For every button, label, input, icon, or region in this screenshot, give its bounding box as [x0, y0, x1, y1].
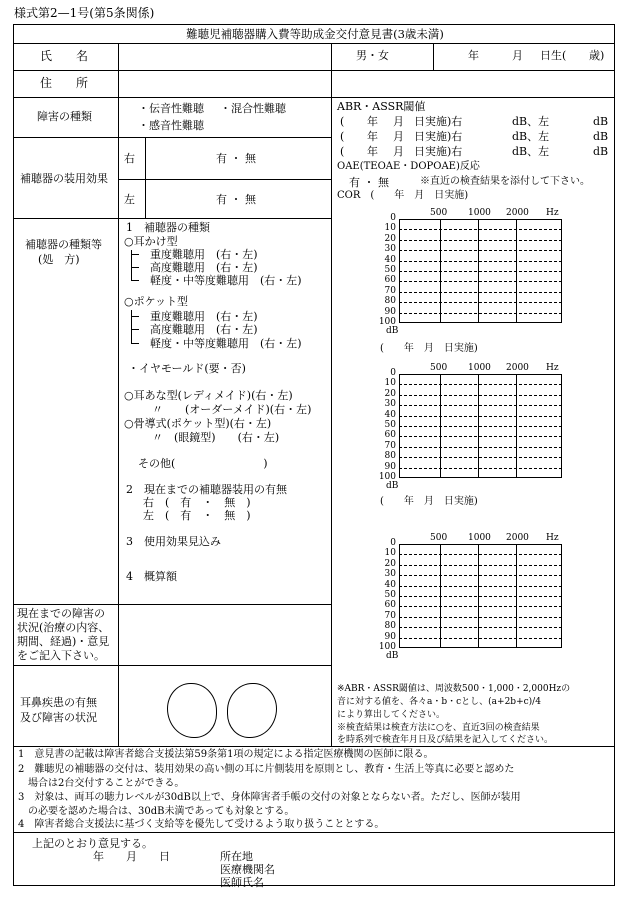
audiogram-level-label: 70 — [384, 440, 396, 451]
audiogram-freq-label: 1000 — [468, 533, 491, 543]
pocket-high[interactable]: 高度難聴用 (右・左) — [150, 323, 258, 336]
audiogram-level-label: 30 — [384, 569, 396, 580]
audiogram-level-label: 90 — [384, 461, 396, 472]
audiogram-level-line — [399, 457, 562, 458]
abr-note-2: 音に対する値を、各々a・b・cとし、(a+2b+c)/4 — [337, 697, 541, 707]
address-label: 住 所 — [40, 76, 89, 90]
audiogram-level-label: 40 — [384, 579, 396, 590]
bone-glasses[interactable]: 〃 (眼鏡型) (右・左) — [152, 431, 280, 444]
signature-address[interactable]: 所在地 — [220, 850, 253, 863]
audiogram-level-line — [399, 447, 562, 448]
abr-note-4: ※検査結果は検査方法に○を、直近3回の検査結果 — [337, 723, 540, 733]
ear-hang-severe[interactable]: 重度難聴用 (右・左) — [150, 248, 258, 261]
audiogram-unit: dB — [386, 326, 399, 336]
audiogram-level-line — [399, 405, 562, 406]
birth-year: 年 — [468, 49, 479, 62]
audiogram-level-line — [399, 384, 562, 385]
pocket-severe[interactable]: 重度難聴用 (右・左) — [150, 310, 258, 323]
effect-left-label: 左 — [124, 193, 135, 206]
disability-mixed[interactable]: ・混合性難聴 — [220, 102, 286, 115]
abr-row-3-open: ( — [340, 145, 345, 158]
audiogram-level-line — [399, 617, 562, 618]
divider — [433, 43, 434, 70]
audiogram-level-label: 40 — [384, 409, 396, 420]
divider — [13, 746, 615, 747]
signature-doctor[interactable]: 医師氏名 — [220, 876, 264, 889]
bracket-tick — [131, 329, 139, 330]
oae-note: ※直近の検査結果を添付して下さい。 — [420, 176, 590, 187]
divider — [13, 665, 331, 666]
audiogram-level-label: 70 — [384, 610, 396, 621]
audiogram-level-label: 30 — [384, 399, 396, 410]
audiogram-level-line — [399, 627, 562, 628]
note-2a: 2 難聴児の補聴器の交付は、装用効果の高い側の耳に片側装用を原則とし、教育・生活上等真に必要と認めた — [18, 764, 515, 775]
audiogram-level-line — [399, 606, 562, 607]
bracket-tick — [131, 316, 139, 317]
audiogram-level-line — [399, 416, 562, 417]
prescription-label: (処 方) — [38, 253, 80, 266]
pocket-mild[interactable]: 軽度・中等度難聴用 (右・左) — [150, 337, 302, 350]
audiogram-freq-label: 2000 — [506, 533, 529, 543]
history-line-3: 期間、経過)・意見 — [17, 635, 110, 648]
audiogram-level-label: 60 — [384, 430, 396, 441]
audiogram-level-line — [399, 468, 562, 469]
divider — [13, 137, 331, 138]
audiogram-level-line — [399, 292, 562, 293]
ear-hole-ready[interactable]: ○耳あな型(レディメイド)(右・左) — [124, 389, 293, 402]
ear-hang-high[interactable]: 高度難聴用 (右・左) — [150, 261, 258, 274]
audiogram-freq-label: Hz — [546, 363, 559, 373]
bracket-tick — [131, 267, 139, 268]
divider — [118, 604, 119, 746]
audiogram-level-label: 70 — [384, 285, 396, 296]
signature-institution[interactable]: 医療機関名 — [220, 863, 275, 876]
abr-row-1-day: 日実施)右 — [414, 115, 463, 128]
effect-label: 補聴器の装用効果 — [20, 172, 108, 185]
bone-pocket[interactable]: ○骨導式(ポケット型)(右・左) — [124, 417, 272, 430]
usage-history-heading: 2 現在までの補聴器装用の有無 — [126, 483, 287, 496]
audiogram-level-label: 0 — [390, 368, 396, 378]
estimated-cost-heading: 4 概算額 — [126, 570, 177, 583]
birth-month: 月 — [512, 49, 523, 62]
audiogram-freq-label: 1000 — [468, 363, 491, 373]
bracket — [131, 310, 132, 343]
abr-note-3: により算出してください。 — [337, 710, 446, 720]
audiogram-freq-label: Hz — [546, 533, 559, 543]
audiogram-level-line — [399, 596, 562, 597]
audiogram-level-label: 60 — [384, 600, 396, 611]
right-ear-drawing — [167, 683, 217, 738]
aid-other[interactable]: その他( ) — [138, 457, 268, 470]
divider — [118, 179, 331, 180]
divider — [331, 43, 332, 746]
audiogram-level-line — [399, 638, 562, 639]
audiogram-level-label: 10 — [384, 223, 396, 234]
audiogram-level-label: 80 — [384, 621, 396, 632]
divider — [13, 218, 331, 219]
audiogram-level-label: 50 — [384, 420, 396, 430]
effect-right-value[interactable]: 有 ・ 無 — [216, 152, 256, 165]
audiogram-date[interactable]: ( 年 月 日実施) — [380, 496, 478, 507]
abr-row-3-db2: dB — [593, 145, 609, 158]
usage-history-right[interactable]: 右 ( 有 ・ 無 ) — [143, 496, 251, 509]
audiogram-level-line — [399, 575, 562, 576]
audiogram-unit: dB — [386, 651, 399, 661]
page-title: 難聴児補聴器購入費等助成金交付意見書(3歳未満) — [186, 27, 444, 41]
audiogram-level-label: 100 — [378, 642, 396, 652]
abr-row-3-db: dB、左 — [512, 145, 550, 158]
abr-row-3-year: 年 — [367, 145, 378, 158]
abr-row-1-open: ( — [340, 115, 345, 128]
bracket-tick — [131, 254, 139, 255]
abr-row-2-day: 日実施)右 — [414, 130, 463, 143]
bracket-tick — [131, 280, 139, 281]
hearing-aid-label: 補聴器の種類等 — [25, 238, 102, 251]
disability-conductive[interactable]: ・伝音性難聴 — [138, 102, 204, 115]
audiogram-freq-label: 500 — [430, 208, 448, 218]
audiogram-level-label: 40 — [384, 254, 396, 265]
audiogram-freq-label: 2000 — [506, 363, 529, 373]
expected-effect-heading: 3 使用効果見込み — [126, 535, 221, 548]
note-2b: 場合は2台交付することができる。 — [28, 778, 185, 789]
age: 歳) — [589, 49, 605, 62]
ear-hang-type[interactable]: ○耳かけ型 — [124, 235, 178, 248]
abr-row-2-db2: dB — [593, 130, 609, 143]
divider — [13, 43, 615, 44]
audiogram-level-line — [399, 261, 562, 262]
audiogram-level-label: 90 — [384, 631, 396, 642]
bracket-tick — [131, 343, 139, 344]
audiogram-level-line — [399, 250, 562, 251]
audiogram-level-label: 100 — [378, 317, 396, 327]
abr-note-1: ※ABR・ASSR閾値は、周波数500・1,000・2,000Hzの — [337, 684, 571, 694]
divider — [13, 70, 615, 71]
name-label: 氏 名 — [40, 49, 89, 63]
ear-mold[interactable]: ・イヤモールド(要・否) — [128, 362, 246, 375]
audiogram-level-line — [399, 271, 562, 272]
abr-row-1-db2: dB — [593, 115, 609, 128]
note-1: 1 意見書の記載は障害者総合支援法第59条第1項の規定による指定医療機関の医師に限る。 — [18, 749, 434, 760]
disability-label: 障害の種類 — [37, 110, 92, 123]
audiogram-level-label: 20 — [384, 233, 396, 244]
oae-value[interactable]: 有 ・ 無 — [349, 176, 389, 189]
audiogram-level-label: 0 — [390, 213, 396, 223]
divider — [145, 137, 146, 218]
history-line-1: 現在までの障害の — [17, 607, 105, 620]
abr-row-1-year: 年 — [367, 115, 378, 128]
audiogram-freq-label: 500 — [430, 533, 448, 543]
audiogram-unit: dB — [386, 481, 399, 491]
audiogram-level-line — [399, 554, 562, 555]
audiogram-level-line — [399, 586, 562, 587]
audiogram-freq-label: 2000 — [506, 208, 529, 218]
audiogram-level-line — [399, 395, 562, 396]
audiogram-level-label: 0 — [390, 538, 396, 548]
audiogram-level-line — [399, 229, 562, 230]
form-id: 様式第2—1号(第5条関係) — [14, 6, 155, 20]
audiogram-level-label: 30 — [384, 244, 396, 255]
audiogram-level-label: 100 — [378, 472, 396, 482]
divider — [118, 43, 119, 97]
audiogram-level-label: 50 — [384, 590, 396, 600]
audiogram-level-line — [399, 281, 562, 282]
audiogram-level-label: 80 — [384, 296, 396, 307]
birth-day: 日生( — [540, 49, 567, 62]
divider — [13, 97, 615, 98]
divider — [13, 604, 331, 605]
aid-type-heading: 1 補聴器の種類 — [126, 221, 210, 234]
abr-row-3-day: 日実施)右 — [414, 145, 463, 158]
audiogram-level-label: 50 — [384, 265, 396, 275]
divider — [118, 97, 119, 604]
abr-row-2-db: dB、左 — [512, 130, 550, 143]
oae-title: OAE(TEOAE・DOPOAE)反応 — [337, 161, 480, 172]
abr-row-2-month: 月 — [393, 130, 404, 143]
audiogram-freq-label: 500 — [430, 363, 448, 373]
audiogram-level-label: 20 — [384, 558, 396, 569]
audiogram-level-line — [399, 565, 562, 566]
pocket-type[interactable]: ○ポケット型 — [124, 295, 189, 308]
cor-title: COR ( 年 月 日実施) — [337, 190, 469, 201]
audiogram-level-line — [399, 240, 562, 241]
audiogram-level-label: 60 — [384, 275, 396, 286]
audiogram-level-line — [399, 302, 562, 303]
ear-hole-custom[interactable]: 〃 (オーダーメイド)(右・左) — [152, 403, 312, 416]
ear-hang-mild[interactable]: 軽度・中等度難聴用 (右・左) — [150, 274, 302, 287]
audiogram-freq-label: Hz — [546, 208, 559, 218]
audiogram-level-line — [399, 313, 562, 314]
audiogram-level-label: 90 — [384, 306, 396, 317]
signature-intro: 上記のとおり意見する。 — [32, 837, 153, 850]
audiogram-freq-label: 1000 — [468, 208, 491, 218]
audiogram-level-label: 80 — [384, 451, 396, 462]
audiogram-level-label: 10 — [384, 378, 396, 389]
ent-line-2: 及び障害の状況 — [20, 711, 97, 724]
audiogram-level-line — [399, 436, 562, 437]
sex-field[interactable]: 男・女 — [356, 49, 389, 62]
effect-left-value[interactable]: 有 ・ 無 — [216, 193, 256, 206]
audiogram-level-line — [399, 426, 562, 427]
usage-history-left[interactable]: 左 ( 有 ・ 無 ) — [143, 509, 251, 522]
history-line-2: 状況(治療の内容、 — [17, 621, 110, 634]
audiogram-date[interactable]: ( 年 月 日実施) — [380, 343, 478, 354]
ent-line-1: 耳鼻疾患の有無 — [20, 696, 97, 709]
note-4: 4 障害者総合支援法に基づく支給等を優先して受けるよう取り扱うこととする。 — [18, 819, 385, 830]
signature-date[interactable]: 年 月 日 — [93, 850, 170, 863]
note-3b: の必要を認めた場合は、30dB未満であっても対象とする。 — [28, 806, 295, 817]
abr-row-2-open: ( — [340, 130, 345, 143]
divider — [13, 832, 615, 833]
abr-note-5: を時系列で検査年月日及び結果を記入してください。 — [337, 735, 554, 745]
abr-row-1-db: dB、左 — [512, 115, 550, 128]
disability-sensorineural[interactable]: ・感音性難聴 — [138, 119, 204, 132]
history-line-4: をご記入下さい。 — [17, 649, 105, 662]
abr-title: ABR・ASSR閾値 — [337, 100, 426, 113]
abr-row-3-month: 月 — [393, 145, 404, 158]
note-3a: 3 対象は、両耳の聴力レベルが30dB以上で、身体障害者手帳の交付の対象とならない者。ただし、医師が装用 — [18, 792, 521, 803]
audiogram-level-label: 10 — [384, 548, 396, 559]
effect-right-label: 右 — [124, 152, 135, 165]
abr-row-1-month: 月 — [393, 115, 404, 128]
audiogram-level-label: 20 — [384, 388, 396, 399]
abr-row-2-year: 年 — [367, 130, 378, 143]
